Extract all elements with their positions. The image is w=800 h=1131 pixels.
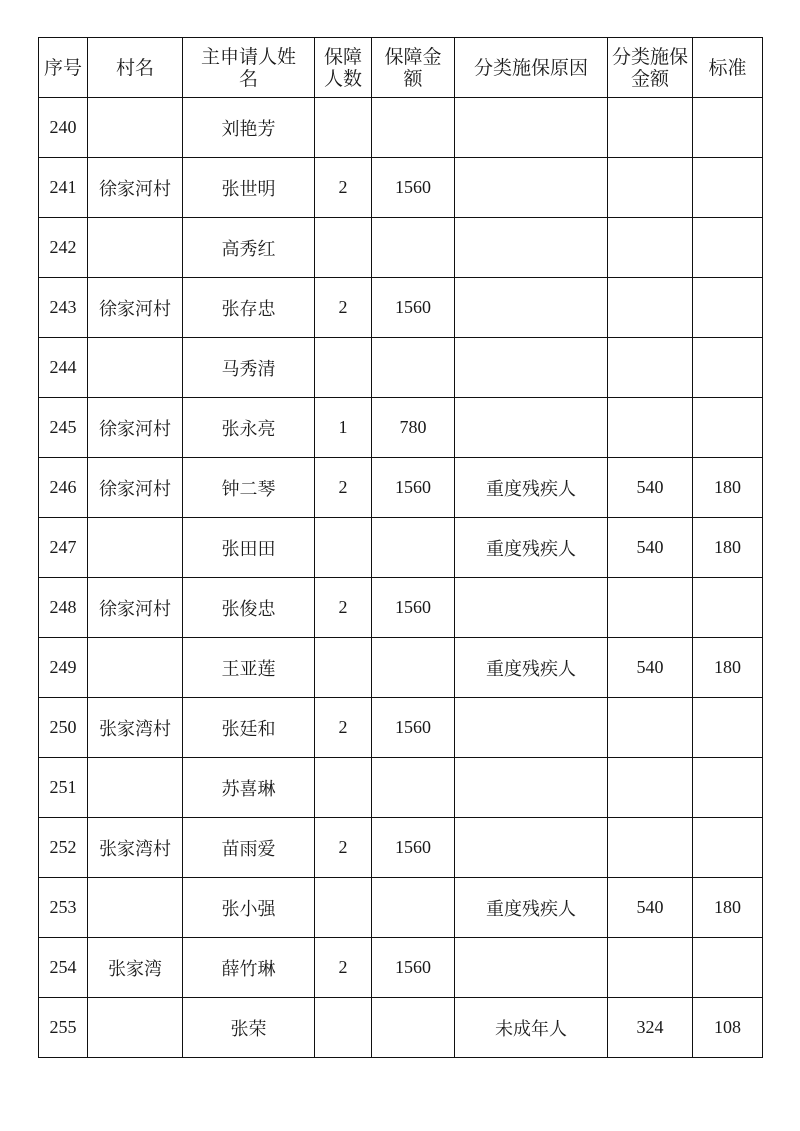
cell-village — [88, 98, 183, 158]
cell-applicant: 张永亮 — [183, 398, 315, 458]
cell-class-amount — [608, 158, 693, 218]
cell-village: 张家湾 — [88, 938, 183, 998]
cell-reason — [455, 338, 608, 398]
cell-persons — [315, 998, 372, 1058]
cell-seq: 240 — [39, 98, 88, 158]
cell-reason: 重度残疾人 — [455, 458, 608, 518]
cell-applicant: 钟二琴 — [183, 458, 315, 518]
cell-village: 徐家河村 — [88, 398, 183, 458]
cell-standard: 180 — [693, 878, 763, 938]
cell-persons: 2 — [315, 938, 372, 998]
table-row — [39, 998, 763, 1058]
header-seq: 序号 — [39, 38, 88, 98]
cell-applicant: 王亚莲 — [183, 638, 315, 698]
cell-applicant: 刘艳芳 — [183, 98, 315, 158]
header-amount: 保障金额 — [372, 38, 455, 98]
cell-standard — [693, 938, 763, 998]
cell-amount: 780 — [372, 398, 455, 458]
cell-persons — [315, 518, 372, 578]
cell-village — [88, 518, 183, 578]
cell-standard: 180 — [693, 458, 763, 518]
cell-class-amount — [608, 758, 693, 818]
cell-class-amount — [608, 278, 693, 338]
cell-applicant: 张廷和 — [183, 698, 315, 758]
cell-amount — [372, 518, 455, 578]
cell-standard — [693, 818, 763, 878]
cell-persons — [315, 338, 372, 398]
cell-village — [88, 218, 183, 278]
cell-reason — [455, 398, 608, 458]
cell-village: 张家湾村 — [88, 818, 183, 878]
assistance-table — [38, 37, 763, 1058]
cell-amount — [372, 998, 455, 1058]
cell-persons: 2 — [315, 158, 372, 218]
cell-standard — [693, 278, 763, 338]
cell-persons — [315, 638, 372, 698]
header-village: 村名 — [88, 38, 183, 98]
cell-applicant: 张俊忠 — [183, 578, 315, 638]
cell-standard — [693, 158, 763, 218]
cell-class-amount — [608, 98, 693, 158]
table-row — [39, 638, 763, 698]
cell-amount: 1560 — [372, 158, 455, 218]
cell-village: 徐家河村 — [88, 278, 183, 338]
cell-reason: 未成年人 — [455, 998, 608, 1058]
cell-persons — [315, 98, 372, 158]
table-row — [39, 818, 763, 878]
cell-standard: 180 — [693, 638, 763, 698]
cell-amount — [372, 218, 455, 278]
cell-class-amount: 540 — [608, 458, 693, 518]
table-row — [39, 98, 763, 158]
header-reason: 分类施保原因 — [455, 38, 608, 98]
cell-applicant: 高秀红 — [183, 218, 315, 278]
header-class-amount: 分类施保金额 — [608, 38, 693, 98]
cell-class-amount — [608, 218, 693, 278]
header-standard: 标准 — [693, 38, 763, 98]
table-row — [39, 398, 763, 458]
cell-persons: 2 — [315, 818, 372, 878]
table-row — [39, 278, 763, 338]
cell-reason — [455, 278, 608, 338]
cell-applicant: 张荣 — [183, 998, 315, 1058]
cell-seq: 251 — [39, 758, 88, 818]
cell-amount — [372, 338, 455, 398]
cell-village: 张家湾村 — [88, 698, 183, 758]
table-row — [39, 518, 763, 578]
cell-class-amount — [608, 578, 693, 638]
cell-village — [88, 758, 183, 818]
cell-standard: 180 — [693, 518, 763, 578]
table-row — [39, 758, 763, 818]
cell-class-amount — [608, 698, 693, 758]
cell-seq: 245 — [39, 398, 88, 458]
cell-reason — [455, 98, 608, 158]
cell-amount: 1560 — [372, 578, 455, 638]
cell-class-amount — [608, 938, 693, 998]
cell-applicant: 张小强 — [183, 878, 315, 938]
cell-persons: 2 — [315, 698, 372, 758]
table-row — [39, 218, 763, 278]
cell-amount — [372, 878, 455, 938]
cell-reason: 重度残疾人 — [455, 638, 608, 698]
cell-seq: 248 — [39, 578, 88, 638]
cell-persons: 1 — [315, 398, 372, 458]
cell-class-amount: 540 — [608, 518, 693, 578]
cell-seq: 241 — [39, 158, 88, 218]
cell-standard — [693, 338, 763, 398]
cell-reason — [455, 758, 608, 818]
header-row — [39, 38, 763, 98]
cell-applicant: 苏喜琳 — [183, 758, 315, 818]
cell-seq: 246 — [39, 458, 88, 518]
cell-village: 徐家河村 — [88, 158, 183, 218]
cell-applicant: 马秀清 — [183, 338, 315, 398]
cell-standard — [693, 98, 763, 158]
cell-seq: 242 — [39, 218, 88, 278]
cell-reason — [455, 218, 608, 278]
cell-reason — [455, 698, 608, 758]
header-persons: 保障人数 — [315, 38, 372, 98]
cell-applicant: 苗雨爱 — [183, 818, 315, 878]
cell-class-amount — [608, 398, 693, 458]
cell-amount — [372, 98, 455, 158]
cell-persons — [315, 758, 372, 818]
cell-seq: 255 — [39, 998, 88, 1058]
cell-reason: 重度残疾人 — [455, 518, 608, 578]
cell-reason — [455, 818, 608, 878]
table-row — [39, 158, 763, 218]
cell-persons: 2 — [315, 458, 372, 518]
cell-reason — [455, 578, 608, 638]
cell-village: 徐家河村 — [88, 578, 183, 638]
cell-persons — [315, 878, 372, 938]
cell-amount: 1560 — [372, 458, 455, 518]
cell-seq: 249 — [39, 638, 88, 698]
cell-persons: 2 — [315, 578, 372, 638]
cell-applicant: 张存忠 — [183, 278, 315, 338]
header-applicant: 主申请人姓名 — [183, 38, 315, 98]
table-row — [39, 578, 763, 638]
cell-standard — [693, 698, 763, 758]
cell-amount: 1560 — [372, 938, 455, 998]
cell-class-amount — [608, 338, 693, 398]
cell-applicant: 张世明 — [183, 158, 315, 218]
cell-seq: 252 — [39, 818, 88, 878]
table-row — [39, 878, 763, 938]
cell-seq: 247 — [39, 518, 88, 578]
cell-applicant: 薛竹琳 — [183, 938, 315, 998]
cell-persons: 2 — [315, 278, 372, 338]
cell-standard: 108 — [693, 998, 763, 1058]
cell-amount: 1560 — [372, 818, 455, 878]
cell-class-amount: 540 — [608, 878, 693, 938]
cell-reason — [455, 158, 608, 218]
cell-class-amount — [608, 818, 693, 878]
cell-seq: 253 — [39, 878, 88, 938]
cell-seq: 243 — [39, 278, 88, 338]
cell-seq: 244 — [39, 338, 88, 398]
table-row — [39, 338, 763, 398]
cell-class-amount: 540 — [608, 638, 693, 698]
cell-amount: 1560 — [372, 278, 455, 338]
cell-village: 徐家河村 — [88, 458, 183, 518]
cell-class-amount: 324 — [608, 998, 693, 1058]
cell-village — [88, 638, 183, 698]
cell-persons — [315, 218, 372, 278]
cell-standard — [693, 218, 763, 278]
cell-reason: 重度残疾人 — [455, 878, 608, 938]
cell-amount: 1560 — [372, 698, 455, 758]
cell-standard — [693, 578, 763, 638]
cell-village — [88, 878, 183, 938]
cell-standard — [693, 398, 763, 458]
cell-standard — [693, 758, 763, 818]
cell-village — [88, 338, 183, 398]
cell-seq: 250 — [39, 698, 88, 758]
table-row — [39, 938, 763, 998]
cell-amount — [372, 638, 455, 698]
cell-amount — [372, 758, 455, 818]
cell-reason — [455, 938, 608, 998]
cell-seq: 254 — [39, 938, 88, 998]
table-row — [39, 458, 763, 518]
table-row — [39, 698, 763, 758]
cell-village — [88, 998, 183, 1058]
cell-applicant: 张田田 — [183, 518, 315, 578]
